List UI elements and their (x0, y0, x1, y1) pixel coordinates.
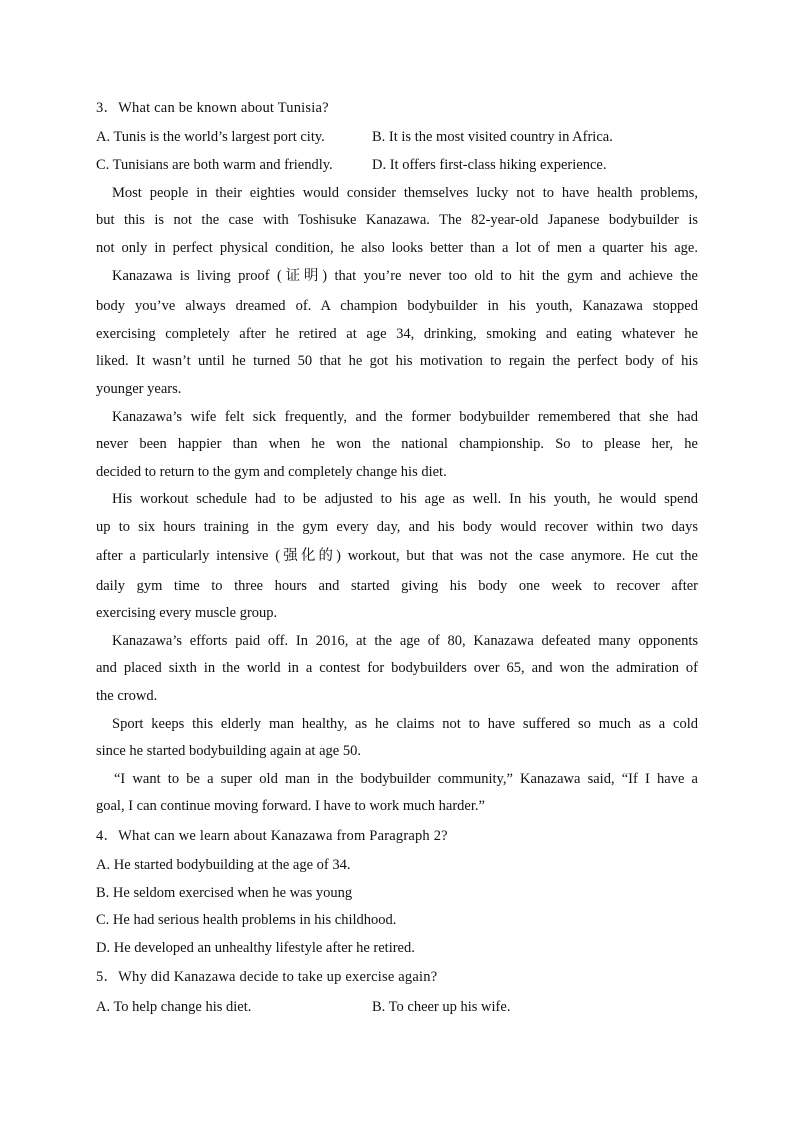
passage-p5-line-1: Kanazawa’s efforts paid off. In 2016, at the age of 80, Kanazawa defeated many opponents (112, 633, 698, 649)
passage-p4-line-5: exercising every muscle group. (96, 605, 278, 621)
passage-p2-line-4: liked. It wasn’t until he turned 50 that he got his motivation to regain the perfect body of his (96, 353, 698, 369)
question-5-stem: 5．Why did Kanazawa decide to take up exercise again? (96, 969, 438, 985)
passage-p6-line-2: since he started bodybuilding again at age 50. (96, 743, 361, 759)
question-3-options-row-1 (96, 127, 698, 147)
question-4-option-b[interactable]: B. He seldom exercised when he was young (96, 885, 353, 901)
passage-p5-line-3: the crowd. (96, 688, 158, 704)
passage-p4-line-2: up to six hours training in the gym every day, and his body would recover within two days (96, 519, 698, 535)
question-4-option-d[interactable]: D. He developed an unhealthy lifestyle after he retired. (96, 940, 415, 956)
passage-p4-line-1: His workout schedule had to be adjusted to his age as well. In his youth, he would spend (112, 491, 698, 507)
question-3-options-row-2 (96, 155, 698, 175)
passage-p2-line-1: Kanazawa is living proof (证明) that you’re never too old to hit the gym and achieve the (112, 268, 698, 284)
passage-p7-line-1: “I want to be a super old man in the bodybuilder community,” Kanazawa said, “If I have a (114, 771, 698, 787)
question-3-option-d[interactable]: D. It offers first-class hiking experience. (372, 157, 607, 173)
question-3-option-a[interactable]: A. Tunis is the world’s largest port city. (96, 129, 325, 145)
passage-p1-line-2: but this is not the case with Toshisuke Kanazawa. The 82-year-old Japanese bodybuilder is (96, 212, 698, 228)
passage-p1-line-1: Most people in their eighties would consider themselves lucky not to have health problems, (112, 185, 698, 201)
passage-p2-line-5: younger years. (96, 381, 182, 397)
passage-p7-line-2: goal, I can continue moving forward. I have to work much harder.” (96, 798, 485, 814)
question-3-option-c[interactable]: C. Tunisians are both warm and friendly. (96, 157, 333, 173)
question-4-option-a[interactable]: A. He started bodybuilding at the age of 34. (96, 857, 351, 873)
question-4-stem: 4．What can we learn about Kanazawa from Paragraph 2? (96, 828, 448, 844)
passage-p6-line-1: Sport keeps this elderly man healthy, as he claims not to have suffered so much as a cold (112, 716, 698, 732)
question-4-option-c[interactable]: C. He had serious health problems in his childhood. (96, 912, 397, 928)
passage-p5-line-2: and placed sixth in the world in a contest for bodybuilders over 65, and won the admiration of (96, 660, 698, 676)
passage-p3-line-3: decided to return to the gym and completely change his diet. (96, 464, 447, 480)
passage-p4-line-3: after a particularly intensive (强化的) workout, but that was not the case anymore. He cut the (96, 548, 698, 564)
question-5-options-row-1 (96, 997, 698, 1017)
passage-p3-line-1: Kanazawa’s wife felt sick frequently, and the former bodybuilder remembered that she had (112, 409, 698, 425)
question-3-stem: 3．What can be known about Tunisia? (96, 100, 329, 116)
question-3-option-b[interactable]: B. It is the most visited country in Africa. (372, 129, 613, 145)
passage-p2-line-3: exercising completely after he retired at age 34, drinking, smoking and eating whatever he (96, 326, 698, 342)
passage-p4-line-4: daily gym time to three hours and started giving his body one week to recover after (96, 578, 698, 594)
passage-p2-line-2: body you’ve always dreamed of. A champion bodybuilder in his youth, Kanazawa stopped (96, 298, 698, 314)
passage-p1-line-3: not only in perfect physical condition, he also looks better than a lot of men a quarter his age. (96, 240, 698, 256)
question-5-option-b[interactable]: B. To cheer up his wife. (372, 999, 511, 1015)
question-5-option-a[interactable]: A. To help change his diet. (96, 999, 252, 1015)
passage-p3-line-2: never been happier than when he won the national championship. So to please her, he (96, 436, 698, 452)
